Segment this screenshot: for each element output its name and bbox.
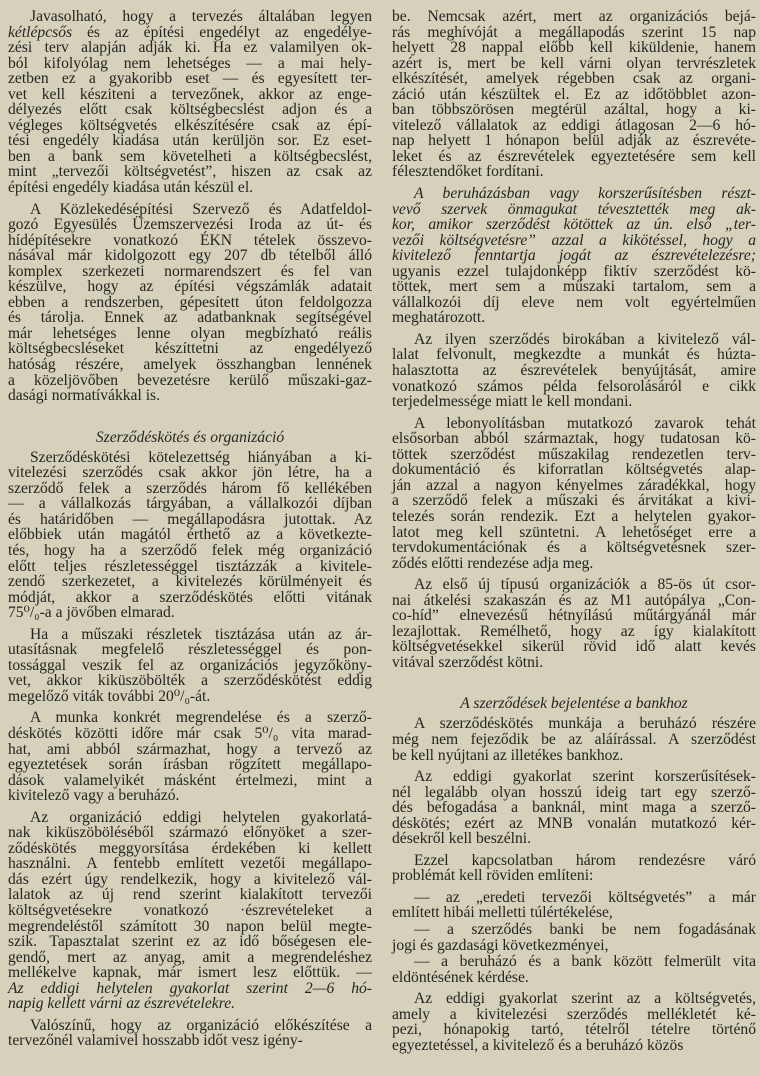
paragraph <box>392 332 756 410</box>
text-line: zési terv alapján adják ki. Ha ez valamilyen ok- <box>8 39 372 57</box>
text-line: telezés során rendezik. Ezt a helytelen gyakor- <box>392 507 756 525</box>
text-line: — az „eredeti tervezői költségvetés” a már <box>414 888 756 906</box>
text-line: tési engedély kiadása után kerüljön sor. Ez eset- <box>8 132 372 150</box>
text-line: leket és az észrevételek egyeztetésére sem kell <box>392 147 756 165</box>
text-line: vezői költségvetésre” azzal a kikötéssel, hogy a <box>392 231 756 249</box>
paragraph <box>392 769 756 847</box>
paragraph <box>8 810 372 1012</box>
paragraph <box>8 9 372 196</box>
text-line: hatóság részére, amelyek összhangban lennének <box>8 356 372 374</box>
text-line: tervdokumentációnak és a költségvetésnek szer- <box>392 539 756 557</box>
text-line: elsősorban abból származtak, hogy tudatosan kö- <box>392 430 756 448</box>
text-line: A munka konkrét megrendelése és a szerző- <box>30 709 372 727</box>
text-line: násával már kidolgozott egy 207 db tételből álló <box>8 247 372 265</box>
text-line: vitelező vállalatok az eddigi átlagosan 2—6 hó- <box>392 116 756 134</box>
text-line: előtt teljes részletességgel tisztázzák a kivitele- <box>8 557 372 575</box>
text-line: ebben a rendszerben, gépesített úton feldolgozza <box>8 293 372 311</box>
text-line: nél legalább olyan hosszú ideig tart egy szerző- <box>392 783 756 801</box>
text-line: záció után készültek el. Ez az időtöbblet azon- <box>392 85 756 103</box>
text-line: ződés előtti rendezése adja meg. <box>392 554 594 572</box>
text-line: hat, ami abból származhat, hogy a tervező az <box>8 740 372 758</box>
paragraph <box>392 9 756 180</box>
text-line: hídépítésekre vonatkozó ÉKN tételek összevo- <box>8 231 372 249</box>
text-line: déskötés közötti időre már csak 5⁰/₀ vita marad- <box>8 724 372 742</box>
text-line: zetben ez a gyakoribb eset — és egyesített ter- <box>8 70 372 88</box>
text-line: kor, amikor szerződést kötöttek az ún. első „ter- <box>392 216 756 234</box>
section-heading: Szerződéskötés és organizáció <box>95 428 285 446</box>
text-line: gendő, mert az anyag, amit a megrendeléshez <box>8 948 372 966</box>
text-line: a szerződő felek a műszaki és árvitákat a kivi- <box>392 492 756 510</box>
text-line: ben a bank sem követelheti a költségbecslést, <box>8 147 372 165</box>
text-line: Az eddigi helytelen gyakorlat szerint 2—6 hó- <box>8 979 372 997</box>
text-line: A beruházásban vagy korszerűsítésben részt- <box>414 185 756 203</box>
text-line: Ha a műszaki részletek tisztázása után az ár- <box>30 625 372 643</box>
text-line: dasági normatívákkal is. <box>8 387 161 405</box>
text-line: — a beruházó és a bank között felmerült vita <box>414 953 756 971</box>
text-line: be kell nyújtani az illetékes bankhoz. <box>392 746 624 764</box>
text-line: tés, hogy ha a szerződő felek még organizáció <box>8 541 372 559</box>
paragraph <box>8 202 372 404</box>
text-line: dás ezért úgy rendelkezik, hogy a kivitelező vál- <box>8 870 372 888</box>
text-line: co-híd” elnevezésű hétnyílású műtárgyánál már <box>392 607 756 625</box>
paragraph <box>392 853 756 884</box>
text-line: rás meghívóját a megállapodás szerint 15 nap <box>392 23 756 41</box>
text-line: elkészítését, amelyek régebben csak az organi- <box>392 70 756 88</box>
text-line: kivitelező fenntartja jogát az észrevételezésre; <box>392 247 756 265</box>
paragraph <box>392 416 756 571</box>
text-line: használni. A fentebb említett vezetői megállapo- <box>8 855 372 873</box>
text-line: pezi, hónapokig tartó, tételről tételre történő <box>392 1021 756 1039</box>
text-line: problémát kell röviden említeni: <box>392 867 594 885</box>
text-line: zendő szerkezetet, a kivitelezés körülményeit és <box>8 573 372 591</box>
text-line: lezajlottak. Remélhető, hogy az így kialakított <box>392 622 756 640</box>
text-line: Szerződéskötési kötelezettség hiányában a ki- <box>30 448 372 466</box>
paragraph <box>8 627 372 705</box>
text-line: félesztendőket fordítani. <box>392 163 544 181</box>
text-line: szik. Tapasztalat szerint ez az idő bőségesen ele- <box>8 933 372 951</box>
text-line: említett hibái melletti túlértékelése, <box>392 904 613 922</box>
text-line: — a vállalkozás tárgyában, a vállalkozói díjban <box>8 495 372 513</box>
text-line: ződéskötés meggyorsítása érdekében ki kellett <box>8 839 372 857</box>
text-line: Az eddigi gyakorlat szerint korszerűsítések- <box>414 768 756 786</box>
text-line: — a szerződés banki be nem fogadásának <box>414 920 756 938</box>
text-line: még nem fejeződik be az aláírással. A szerződést <box>392 730 756 748</box>
text-line: építési engedély kiadása után készül el. <box>8 179 254 197</box>
paragraph <box>8 1018 372 1049</box>
text-line: vitával szerződést kötni. <box>392 653 544 671</box>
text-line: Javasolható, hogy a tervezés általában legyen <box>30 8 372 25</box>
text-line: Az eddigi gyakorlat szerint az a költségvetés, <box>414 990 756 1008</box>
text-line: vet kell késziteni a tervezőnek, akkor az enge- <box>8 85 372 103</box>
text-line: eldöntésének kérdése. <box>392 968 529 986</box>
text-line: módját, akkor a szerződéskötés előtti vitának <box>8 588 372 606</box>
text-line: komplex szerkezeti normarendszert és fel van <box>8 262 372 280</box>
text-line: ugyanis ezzel tulajdonképp fiktív szerződést kö- <box>392 262 756 280</box>
text-line: terjedelmessége miatt le kell mondani. <box>392 393 633 411</box>
text-line: ból kifolyólag nem lehetséges — a mai hely- <box>8 54 372 72</box>
text-line: tervezőnél valamivel hosszabb időt vesz igény- <box>8 1032 303 1050</box>
text-line: nap helyett 1 hónapon belül adják az észrevéte- <box>392 132 756 150</box>
text-line: amely a kivitelezési szerződés mellékletét ké- <box>392 1005 756 1023</box>
paragraph <box>392 991 756 1053</box>
text-line: szerződő felek a szerződés három fő kellékében <box>8 479 372 497</box>
text-line: költségbecsléseket készíttetni az engedélyező <box>8 340 372 358</box>
text-line: dokumentáció és kiforratlan költségvetés alap- <box>392 461 756 479</box>
text-line: be. Nemcsak azért, mert az organizációs bejá- <box>392 8 756 25</box>
text-line: A Közlekedésépítési Szervező és Adatfeldol- <box>30 200 372 218</box>
text-line: vevő szervek önmagukat tévesztették meg ak- <box>392 200 756 218</box>
text-line: költségvetésekre vonatkozó ·észrevételeket a <box>8 901 372 919</box>
emphasis-text: kétlépcsős <box>8 23 73 41</box>
text-line: kivitelező vagy a beruházó. <box>8 787 180 805</box>
text-line: egyeztetéssel, a kivitelező és a beruházó közös <box>392 1036 684 1054</box>
text-line: töttek szerződést műszakilag rendezetlen terv- <box>392 445 756 463</box>
paragraph <box>392 186 756 326</box>
text-line: és tárolja. Ennek az adatbanknak segítségével <box>8 309 372 327</box>
text-line: dés befogadása a banknál, mint maga a szerző- <box>392 799 756 817</box>
text-line: mint „tervezői költségvetést”, hiszen az csak az <box>8 163 372 181</box>
text-line: Ezzel kapcsolatban három rendezésre váró <box>414 851 756 869</box>
paragraph <box>392 716 756 763</box>
text-line: mellékelve kapnak, már ismert lesz előttük. — <box>8 964 372 982</box>
text-line: lalat felvonult, megkezdte a munkát és húzta- <box>392 346 756 364</box>
paragraph <box>392 890 756 921</box>
text-line: helyett 28 nappal előbb kell kiküldenie, hanem <box>392 39 756 57</box>
text-line: A szerződéskötés munkája a beruházó részére <box>414 715 756 733</box>
text-line: désekről kell beszélni. <box>392 830 531 848</box>
text-line: azért is, mert be kell várni olyan tervrészletek <box>392 54 756 72</box>
text-line: költségvetésekkel sikerül rövid idő alatt kevés <box>392 638 756 656</box>
text-line: tossággal veszik fel az organizációs jegyzőköny- <box>8 656 372 674</box>
section-heading: A szerződések bejelentése a bankhoz <box>460 695 688 713</box>
text-line: vitelezési szerződés csak akkor jön létre, ha a <box>8 464 372 482</box>
text-line: Valószínű, hogy az organizáció előkészítése a <box>30 1016 372 1034</box>
text-line: előbbiek után magától érthető az a következte- <box>8 526 372 544</box>
text-line: gozó Egyesülés Üzemszervezési Iroda az út- és <box>8 216 372 234</box>
text-line: megelőző viták további 20⁰/₀-át. <box>8 687 211 705</box>
text-line: déskötés; ezért az MNB vonalán mutatkozó kér- <box>392 814 756 832</box>
text-line: megrendeléstől számított 30 napon belül megte- <box>8 917 372 935</box>
text-line: vet, akkor kiküszöbölték a szerződéskötést eddig <box>8 672 372 690</box>
text-line <box>8 25 372 41</box>
paragraph <box>392 577 756 670</box>
text-line: 75⁰/₀-a a jövőben elmarad. <box>8 604 175 622</box>
text-segment: és az építési engedélyt az engedélye- <box>72 23 372 41</box>
text-line: egyeztetések során írásban rögzített megállapo- <box>8 756 372 774</box>
text-line: lalatok az új rend szerint kialakított tervezői <box>8 886 372 904</box>
text-line: napig kellett várni az észrevételekre. <box>8 995 236 1013</box>
text-line: vállalkozói díj eleve nem volt egyértelműen <box>392 293 756 311</box>
column-right <box>392 9 756 1059</box>
paragraph <box>392 922 756 953</box>
text-line: és határidőben — megállapodásra jutottak. Az <box>8 510 372 528</box>
text-line: már lehetséges lenne olyan megbízható reális <box>8 324 372 342</box>
text-line: töttek, mert sem a műszaki tartalom, sem a <box>392 278 756 296</box>
text-line: ban többszörösen megtérül azáltal, hogy a ki- <box>392 101 756 119</box>
text-line: a közeljövőben bevezetésre kerülő műszaki-gaz- <box>8 371 372 389</box>
text-line: jogi és gazdasági következményei, <box>392 936 609 954</box>
text-line: dások valamelyikét másként értelmezi, mint a <box>8 771 372 789</box>
text-line: Az ilyen szerződés birokában a kivitelező vál- <box>414 330 756 348</box>
text-line: nai átkelési szakaszán és az M1 autópálya „Con- <box>392 591 756 609</box>
text-line: halasztotta az észrevételek benyújtását, amire <box>392 362 756 380</box>
paragraph <box>392 954 756 985</box>
paragraph <box>8 710 372 803</box>
text-line: nak kiküszöböléséből származó előnyöket a szer- <box>8 824 372 842</box>
text-line: A lebonyolításban mutatkozó zavarok tehát <box>414 414 756 432</box>
text-line: meghatározott. <box>392 309 486 327</box>
text-line: Az első új típusú organizációk a 85-ös út csor- <box>414 576 756 594</box>
text-line: délyezés előtt csak költségbecslést adjon és a <box>8 101 372 119</box>
paragraph <box>8 450 372 621</box>
text-line: végleges költségvetés elkészítésére csak az épí- <box>8 116 372 134</box>
text-line: ján azzal a nagyon kényelmes záradékkal, hogy <box>392 476 756 494</box>
text-line: készülve, hogy az építési végszámlák adatait <box>8 278 372 296</box>
text-line: utasításnak megfelelő részletességgel és pon- <box>8 641 372 659</box>
text-line: Az organizáció eddigi helytelen gyakorlatá- <box>30 808 372 826</box>
text-line: latot meg kell szüntetni. A lehetőséget erre a <box>392 523 756 541</box>
column-left <box>8 9 372 1055</box>
text-line: vonatkozó számos példa felsorolásáról e cikk <box>392 377 756 395</box>
